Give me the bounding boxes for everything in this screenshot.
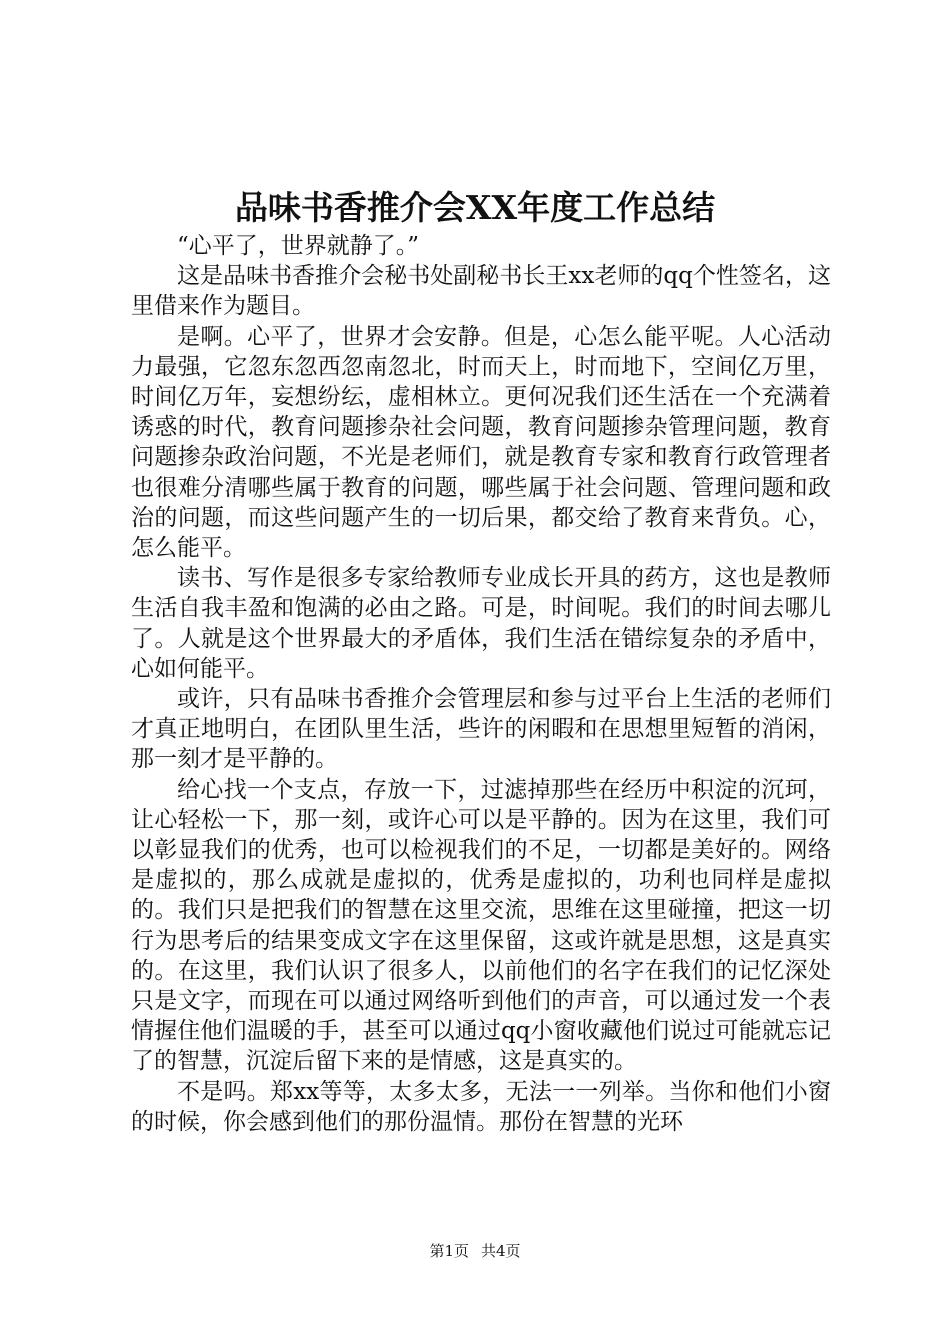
- document-title: 品味书香推介会XX年度工作总结: [234, 188, 716, 227]
- paragraph-body: 或许，只有品味书香推介会管理层和参与过平台上生活的老师们才真正地明白，在团队里生活，些许的闲暇和在思想里短暂的消闲，那一刻才是平静的。: [131, 686, 831, 773]
- page-footer: [0, 1241, 950, 1261]
- paragraph-body: 给心找一个支点，存放一下，过滤掉那些在经历中积淀的沉珂，让心轻松一下，那一刻，或许心可以是平静的。因为在这里，我们可以彰显我们的优秀，也可以检视我们的不足，一切都是美好的。网络是虚拟的，那么成就是虚拟的，优秀是虚拟的，功利也同样是虚拟的。我们只是把我们的智慧在这里交流，思维在这里碰撞，把这一切行为思考后的结果变成文字在这里保留，这或许就是思想，这是真实的。在这里，我们认识了很多人，以前他们的名字在我们的记忆深处只是文字，而现在可以通过网络听到他们的声音，可以通过发一个表情握住他们温暖的手，甚至可以通过qq小窗收藏他们说过可能就忘记了的智慧，沉淀后留下来的是情感，这是真实的。: [131, 776, 831, 1075]
- paragraph-body: 不是吗。郑xx等等，太多太多，无法一一列举。当你和他们小窗的时候，你会感到他们的那份温情。那份在智慧的光环: [131, 1078, 831, 1135]
- paragraph-body: 读书、写作是很多专家给教师专业成长开具的药方，这也是教师生活自我丰盈和饱满的必由之路。可是，时间呢。我们的时间去哪儿了。人就是这个世界最大的矛盾体，我们生活在错综复杂的矛盾中，心如何能平。: [131, 565, 831, 682]
- document-body: [131, 231, 831, 1137]
- page-total: 共4页: [481, 1242, 521, 1260]
- page-number: 第1页: [429, 1242, 469, 1260]
- paragraph-quote: “心平了，世界就静了。”: [177, 233, 420, 259]
- paragraph-intro: 这是品味书香推介会秘书处副秘书长王xx老师的qq个性签名，这里借来作为题目。: [131, 263, 831, 320]
- paragraph-body: 是啊。心平了，世界才会安静。但是，心怎么能平呢。人心活动力最强，它忽东忽西忽南忽北，时而天上，时而地下，空间亿万里，时间亿万年，妄想纷纭，虚相林立。更何况我们还生活在一个充满着诱惑的时代，教育问题掺杂社会问题，教育问题掺杂管理问题，教育问题掺杂政治问题，不光是老师们，就是教育专家和教育行政管理者也很难分清哪些属于教育的问题，哪些属于社会问题、管理问题和政治的问题，而这些问题产生的一切后果，都交给了教育来背负。心，怎么能平。: [131, 323, 831, 562]
